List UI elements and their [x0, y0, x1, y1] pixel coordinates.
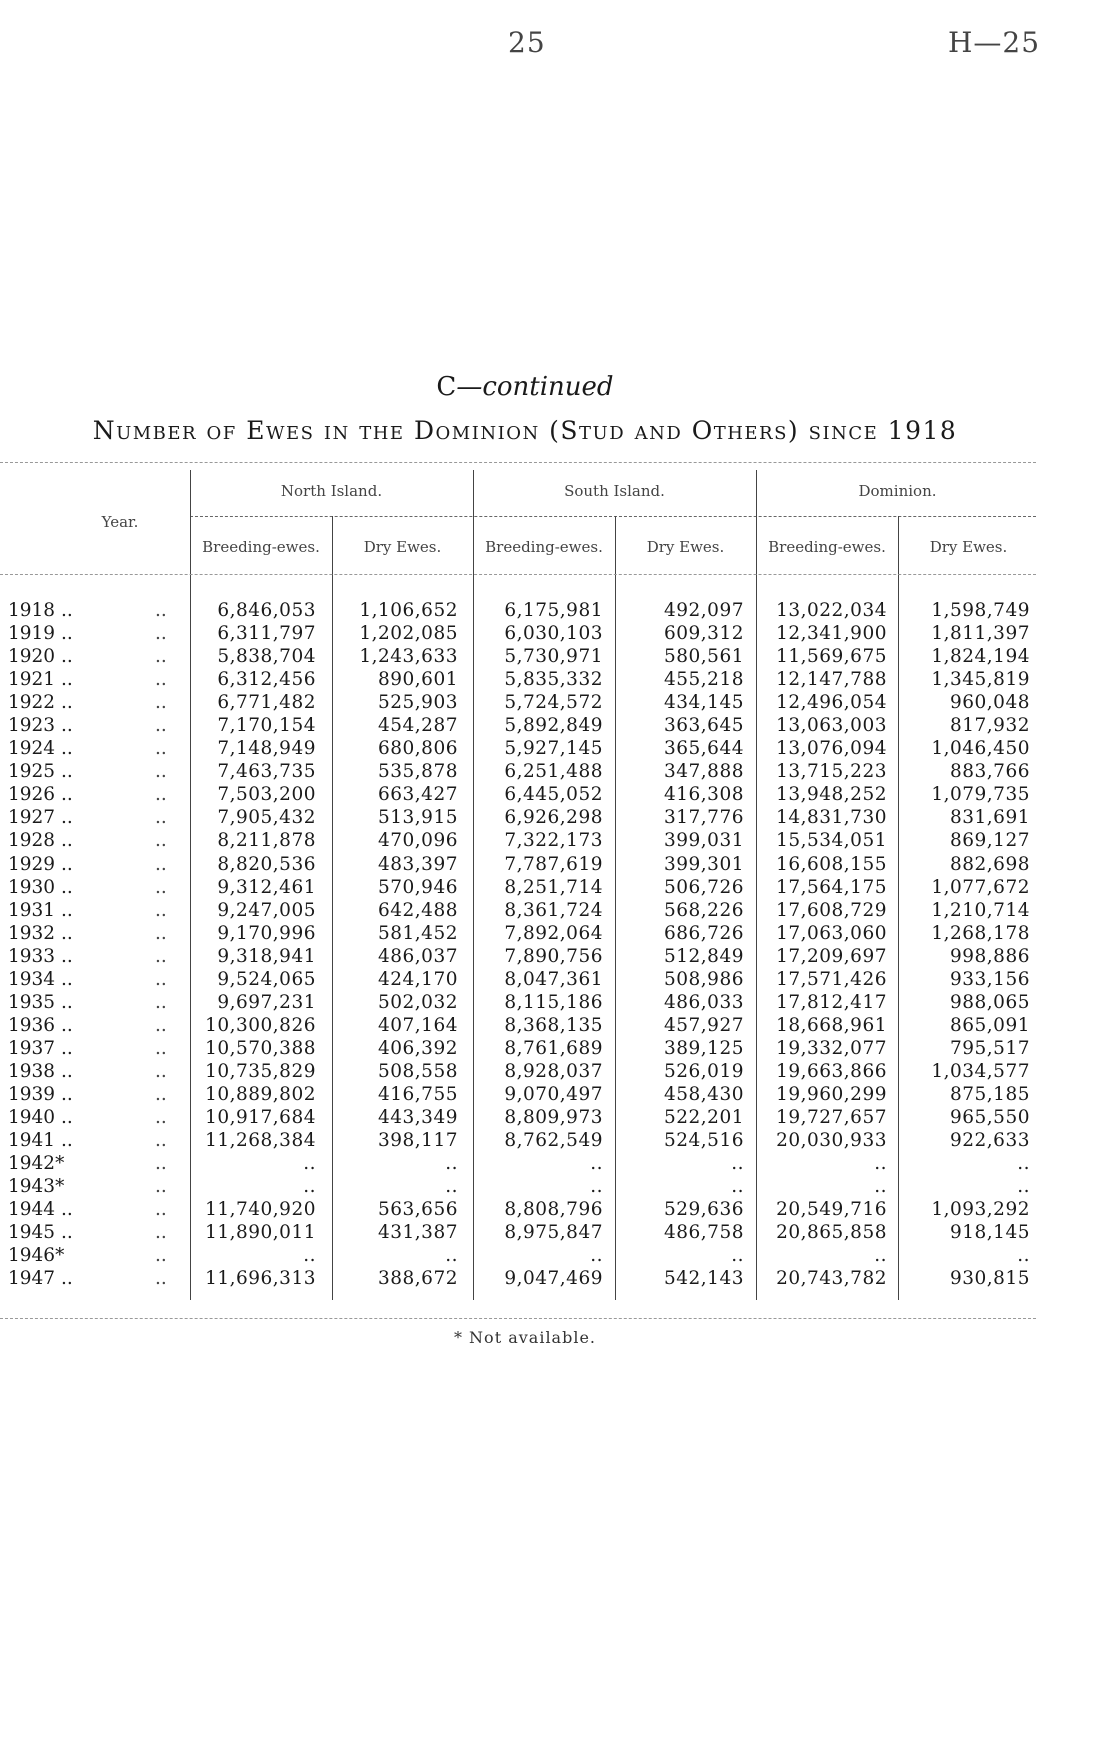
subheader-dominion-dry: Dry Ewes. [929, 538, 1008, 556]
cell-value: 431,387 [377, 1222, 458, 1244]
cell-value: 663,427 [377, 784, 458, 806]
cell-value: 581,452 [377, 922, 458, 944]
cell-value: 11,268,384 [205, 1130, 316, 1152]
row-year: 1928 .. [8, 830, 73, 852]
cell-value: 1,210,714 [931, 899, 1030, 921]
subheader-north-dry: Dry Ewes. [363, 538, 442, 556]
row-leader-dots: .. [155, 1083, 167, 1105]
cell-value: .. [731, 1153, 744, 1175]
cell-value: 7,787,619 [504, 853, 603, 875]
row-year: 1946* [8, 1245, 65, 1267]
row-year: 1926 .. [8, 784, 73, 806]
cell-value: 9,312,461 [217, 876, 316, 898]
row-leader-dots: .. [155, 991, 167, 1013]
cell-value: 8,361,724 [504, 899, 603, 921]
cell-value: 363,645 [663, 715, 744, 737]
row-leader-dots: .. [155, 876, 167, 898]
cell-value: 20,865,858 [776, 1222, 887, 1244]
cell-value: 9,070,497 [504, 1083, 603, 1105]
cell-value: 457,927 [663, 1014, 744, 1036]
cell-value: 1,824,194 [931, 646, 1030, 668]
row-leader-dots: .. [155, 968, 167, 990]
cell-value: 19,663,866 [776, 1060, 887, 1082]
table-row [0, 1060, 1050, 1083]
cell-value: 20,549,716 [776, 1199, 887, 1221]
cell-value: 8,761,689 [504, 1037, 603, 1059]
subheader-dominion-breeding: Breeding-ewes. [768, 538, 886, 556]
cell-value: .. [731, 1176, 744, 1198]
cell-value: 529,636 [663, 1199, 744, 1221]
table-subtitle [0, 372, 1050, 402]
cell-value: 1,106,652 [359, 600, 458, 621]
cell-value: .. [303, 1153, 316, 1175]
cell-value: 8,762,549 [504, 1130, 603, 1152]
cell-value: 8,211,878 [217, 830, 316, 852]
row-leader-dots: .. [155, 1153, 167, 1175]
row-year: 1931 .. [8, 899, 73, 921]
cell-value: 8,820,536 [217, 853, 316, 875]
cell-value: 486,037 [377, 945, 458, 967]
row-leader-dots: .. [155, 830, 167, 852]
table-row [0, 622, 1050, 645]
cell-value: 6,251,488 [504, 761, 603, 783]
top-rule [0, 462, 1036, 463]
row-year: 1947 .. [8, 1268, 73, 1290]
cell-value: 7,463,735 [217, 761, 316, 783]
cell-value: 1,046,450 [931, 738, 1030, 760]
row-year: 1936 .. [8, 1014, 73, 1036]
table-row [0, 1014, 1050, 1037]
cell-value: 5,724,572 [504, 692, 603, 714]
row-leader-dots: .. [155, 600, 167, 621]
cell-value: 6,175,981 [504, 600, 603, 621]
table-body [0, 599, 1050, 1290]
cell-value: 512,849 [663, 945, 744, 967]
cell-value: 11,890,011 [205, 1222, 316, 1244]
table-row [0, 645, 1050, 668]
cell-value: 831,691 [949, 807, 1030, 829]
cell-value: .. [445, 1153, 458, 1175]
table-row [0, 945, 1050, 968]
table-row [0, 1037, 1050, 1060]
row-year: 1941 .. [8, 1130, 73, 1152]
cell-value: 486,033 [663, 991, 744, 1013]
cell-value: 524,516 [663, 1130, 744, 1152]
cell-value: 1,077,672 [931, 876, 1030, 898]
cell-value: 10,570,388 [205, 1037, 316, 1059]
cell-value: 398,117 [377, 1130, 458, 1152]
cell-value: .. [731, 1245, 744, 1267]
row-leader-dots: .. [155, 1199, 167, 1221]
cell-value: 9,047,469 [504, 1268, 603, 1290]
cell-value: 506,726 [663, 876, 744, 898]
table-row [0, 1175, 1050, 1198]
cell-value: 13,063,003 [776, 715, 887, 737]
table-row [0, 1083, 1050, 1106]
cell-value: 5,927,145 [504, 738, 603, 760]
row-year: 1930 .. [8, 876, 73, 898]
cell-value: 9,170,996 [217, 922, 316, 944]
cell-value: 17,571,426 [776, 968, 887, 990]
cell-value: 522,201 [663, 1107, 744, 1129]
cell-value: 10,735,829 [205, 1060, 316, 1082]
table-row [0, 714, 1050, 737]
cell-value: 922,633 [949, 1130, 1030, 1152]
cell-value: 865,091 [949, 1014, 1030, 1036]
row-leader-dots: .. [155, 1245, 167, 1267]
cell-value: 19,960,299 [776, 1083, 887, 1105]
cell-value: 12,147,788 [776, 669, 887, 691]
cell-value: 8,808,796 [504, 1199, 603, 1221]
cell-value: 5,835,332 [504, 669, 603, 691]
subheader-south-breeding: Breeding-ewes. [485, 538, 603, 556]
cell-value: .. [445, 1176, 458, 1198]
cell-value: 1,268,178 [931, 922, 1030, 944]
cell-value: 7,905,432 [217, 807, 316, 829]
row-year: 1944 .. [8, 1199, 73, 1221]
cell-value: 6,312,456 [217, 669, 316, 691]
cell-value: 17,209,697 [776, 945, 887, 967]
cell-value: 8,047,361 [504, 968, 603, 990]
cell-value: 1,202,085 [359, 623, 458, 645]
cell-value: 580,561 [663, 646, 744, 668]
cell-value: 9,247,005 [217, 899, 316, 921]
row-year: 1935 .. [8, 991, 73, 1013]
subheader-south-dry: Dry Ewes. [646, 538, 725, 556]
cell-value: 508,558 [377, 1060, 458, 1082]
cell-value: 1,598,749 [931, 600, 1030, 621]
cell-value: 7,892,064 [504, 922, 603, 944]
row-leader-dots: .. [155, 1130, 167, 1152]
group-header-dominion: Dominion. [858, 482, 937, 500]
cell-value: 1,093,292 [931, 1199, 1030, 1221]
cell-value: 918,145 [949, 1222, 1030, 1244]
cell-value: .. [874, 1176, 887, 1198]
cell-value: 17,063,060 [776, 922, 887, 944]
row-year: 1922 .. [8, 692, 73, 714]
cell-value: 12,496,054 [776, 692, 887, 714]
table-row [0, 899, 1050, 922]
cell-value: 416,308 [663, 784, 744, 806]
cell-value: 13,076,094 [776, 738, 887, 760]
row-leader-dots: .. [155, 853, 167, 875]
cell-value: 15,534,051 [776, 830, 887, 852]
table-row [0, 1244, 1050, 1267]
cell-value: 20,743,782 [776, 1268, 887, 1290]
cell-value: 9,318,941 [217, 945, 316, 967]
cell-value: 18,668,961 [776, 1014, 887, 1036]
table-letter: C [436, 372, 457, 402]
row-year: 1927 .. [8, 807, 73, 829]
row-year: 1938 .. [8, 1060, 73, 1082]
group-header-south: South Island. [564, 482, 665, 500]
row-leader-dots: .. [155, 784, 167, 806]
cell-value: 16,608,155 [776, 853, 887, 875]
cell-value: 513,915 [377, 807, 458, 829]
table-row [0, 1129, 1050, 1152]
group-divider-line [190, 516, 1036, 517]
table-row [0, 991, 1050, 1014]
cell-value: 19,727,657 [776, 1107, 887, 1129]
cell-value: 443,349 [377, 1107, 458, 1129]
cell-value: .. [303, 1245, 316, 1267]
row-leader-dots: .. [155, 692, 167, 714]
row-leader-dots: .. [155, 922, 167, 944]
cell-value: 8,928,037 [504, 1060, 603, 1082]
cell-value: 930,815 [949, 1268, 1030, 1290]
cell-value: 525,903 [377, 692, 458, 714]
row-leader-dots: .. [155, 761, 167, 783]
table-row [0, 1221, 1050, 1244]
cell-value: .. [590, 1153, 603, 1175]
row-leader-dots: .. [155, 807, 167, 829]
table-row [0, 968, 1050, 991]
cell-value: 5,730,971 [504, 646, 603, 668]
cell-value: 817,932 [949, 715, 1030, 737]
cell-value: 8,368,135 [504, 1014, 603, 1036]
cell-value: 686,726 [663, 922, 744, 944]
row-leader-dots: .. [155, 1268, 167, 1290]
cell-value: 508,986 [663, 968, 744, 990]
table-row [0, 783, 1050, 806]
cell-value: 5,838,704 [217, 646, 316, 668]
page-number: 25 [508, 26, 546, 59]
table-row [0, 1198, 1050, 1221]
cell-value: 8,115,186 [504, 991, 603, 1013]
row-leader-dots: .. [155, 738, 167, 760]
subheader-north-breeding: Breeding-ewes. [202, 538, 320, 556]
cell-value: 1,034,577 [931, 1060, 1030, 1082]
cell-value: 890,601 [377, 669, 458, 691]
cell-value: 965,550 [949, 1107, 1030, 1129]
cell-value: 7,170,154 [217, 715, 316, 737]
cell-value: 7,890,756 [504, 945, 603, 967]
cell-value: .. [1017, 1176, 1030, 1198]
cell-value: 13,022,034 [776, 600, 887, 621]
cell-value: 8,809,973 [504, 1107, 603, 1129]
cell-value: 11,696,313 [205, 1268, 316, 1290]
row-year: 1940 .. [8, 1107, 73, 1129]
table-row [0, 922, 1050, 945]
cell-value: 17,564,175 [776, 876, 887, 898]
row-leader-dots: .. [155, 1107, 167, 1129]
table-row [0, 806, 1050, 829]
cell-value: 6,445,052 [504, 784, 603, 806]
row-year: 1918 .. [8, 600, 73, 621]
cell-value: 10,300,826 [205, 1014, 316, 1036]
cell-value: 1,243,633 [359, 646, 458, 668]
cell-value: 407,164 [377, 1014, 458, 1036]
row-year: 1932 .. [8, 922, 73, 944]
cell-value: 455,218 [663, 669, 744, 691]
row-leader-dots: .. [155, 1222, 167, 1244]
year-header: Year. [101, 513, 139, 531]
cell-value: 795,517 [949, 1037, 1030, 1059]
cell-value: 416,755 [377, 1083, 458, 1105]
row-year: 1943* [8, 1176, 65, 1198]
cell-value: 19,332,077 [776, 1037, 887, 1059]
cell-value: 526,019 [663, 1060, 744, 1082]
row-year: 1925 .. [8, 761, 73, 783]
cell-value: 8,975,847 [504, 1222, 603, 1244]
cell-value: 486,758 [663, 1222, 744, 1244]
cell-value: 6,846,053 [217, 600, 316, 621]
cell-value: 365,644 [663, 738, 744, 760]
cell-value: 424,170 [377, 968, 458, 990]
row-leader-dots: .. [155, 1037, 167, 1059]
cell-value: 389,125 [663, 1037, 744, 1059]
cell-value: 399,031 [663, 830, 744, 852]
row-leader-dots: .. [155, 646, 167, 668]
cell-value: 680,806 [377, 738, 458, 760]
cell-value: 9,697,231 [217, 991, 316, 1013]
row-year: 1921 .. [8, 669, 73, 691]
table-row [0, 1152, 1050, 1175]
row-leader-dots: .. [155, 623, 167, 645]
cell-value: 1,345,819 [931, 669, 1030, 691]
table-row [0, 1267, 1050, 1290]
cell-value: 20,030,933 [776, 1130, 887, 1152]
table-title: Number of Ewes in the Dominion (Stud and Others) since 1918 [92, 416, 958, 445]
cell-value: 347,888 [663, 761, 744, 783]
cell-value: 6,030,103 [504, 623, 603, 645]
cell-value: 933,156 [949, 968, 1030, 990]
cell-value: 483,397 [377, 853, 458, 875]
page-reference: H—25 [948, 26, 1041, 59]
table-row [0, 876, 1050, 899]
row-year: 1942* [8, 1153, 65, 1175]
table-row [0, 829, 1050, 852]
cell-value: .. [874, 1245, 887, 1267]
cell-value: 17,812,417 [776, 991, 887, 1013]
cell-value: 10,889,802 [205, 1083, 316, 1105]
cell-value: 5,892,849 [504, 715, 603, 737]
cell-value: 10,917,684 [205, 1107, 316, 1129]
cell-value: 563,656 [377, 1199, 458, 1221]
row-year: 1934 .. [8, 968, 73, 990]
cell-value: 434,145 [663, 692, 744, 714]
cell-value: .. [590, 1176, 603, 1198]
cell-value: .. [303, 1176, 316, 1198]
cell-value: 542,143 [663, 1268, 744, 1290]
row-leader-dots: .. [155, 669, 167, 691]
cell-value: 470,096 [377, 830, 458, 852]
cell-value: 988,065 [949, 991, 1030, 1013]
row-year: 1939 .. [8, 1083, 73, 1105]
cell-value: 11,569,675 [776, 646, 887, 668]
cell-value: 883,766 [949, 761, 1030, 783]
cell-value: 388,672 [377, 1268, 458, 1290]
cell-value: 13,948,252 [776, 784, 887, 806]
cell-value: 8,251,714 [504, 876, 603, 898]
cell-value: 960,048 [949, 692, 1030, 714]
row-year: 1937 .. [8, 1037, 73, 1059]
table-row [0, 760, 1050, 783]
cell-value: 535,878 [377, 761, 458, 783]
cell-value: 7,503,200 [217, 784, 316, 806]
cell-value: .. [1017, 1245, 1030, 1267]
cell-value: 7,148,949 [217, 738, 316, 760]
cell-value: 642,488 [377, 899, 458, 921]
row-year: 1919 .. [8, 623, 73, 645]
cell-value: 454,287 [377, 715, 458, 737]
row-year: 1945 .. [8, 1222, 73, 1244]
cell-value: 406,392 [377, 1037, 458, 1059]
row-year: 1923 .. [8, 715, 73, 737]
row-leader-dots: .. [155, 715, 167, 737]
row-leader-dots: .. [155, 945, 167, 967]
table-row [0, 1106, 1050, 1129]
table-row [0, 668, 1050, 691]
row-year: 1924 .. [8, 738, 73, 760]
row-leader-dots: .. [155, 1060, 167, 1082]
group-header-north: North Island. [280, 482, 383, 500]
cell-value: 13,715,223 [776, 761, 887, 783]
cell-value: 6,926,298 [504, 807, 603, 829]
cell-value: 492,097 [663, 600, 744, 621]
cell-value: 12,341,900 [776, 623, 887, 645]
cell-value: 17,608,729 [776, 899, 887, 921]
cell-value: 14,831,730 [776, 807, 887, 829]
footnote: * Not available. [453, 1328, 597, 1347]
cell-value: 875,185 [949, 1083, 1030, 1105]
header-bottom-rule [0, 574, 1036, 575]
cell-value: .. [874, 1153, 887, 1175]
cell-value: 458,430 [663, 1083, 744, 1105]
cell-value: 7,322,173 [504, 830, 603, 852]
row-year: 1933 .. [8, 945, 73, 967]
cell-value: 502,032 [377, 991, 458, 1013]
cell-value: 568,226 [663, 899, 744, 921]
cell-value: 1,811,397 [931, 623, 1030, 645]
continued-label: —continued [456, 372, 614, 402]
cell-value: 882,698 [949, 853, 1030, 875]
row-year: 1920 .. [8, 646, 73, 668]
row-leader-dots: .. [155, 1176, 167, 1198]
cell-value: .. [445, 1245, 458, 1267]
cell-value: 570,946 [377, 876, 458, 898]
cell-value: 1,079,735 [931, 784, 1030, 806]
cell-value: 869,127 [949, 830, 1030, 852]
cell-value: 609,312 [663, 623, 744, 645]
table-row [0, 737, 1050, 760]
cell-value: 9,524,065 [217, 968, 316, 990]
cell-value: 11,740,920 [205, 1199, 316, 1221]
cell-value: 6,311,797 [217, 623, 316, 645]
table-row [0, 853, 1050, 876]
cell-value: .. [1017, 1153, 1030, 1175]
cell-value: .. [590, 1245, 603, 1267]
table-row [0, 599, 1050, 622]
cell-value: 6,771,482 [217, 692, 316, 714]
row-leader-dots: .. [155, 899, 167, 921]
cell-value: 998,886 [949, 945, 1030, 967]
cell-value: 317,776 [663, 807, 744, 829]
row-year: 1929 .. [8, 853, 73, 875]
row-leader-dots: .. [155, 1014, 167, 1036]
bottom-rule [0, 1318, 1036, 1319]
cell-value: 399,301 [663, 853, 744, 875]
table-row [0, 691, 1050, 714]
